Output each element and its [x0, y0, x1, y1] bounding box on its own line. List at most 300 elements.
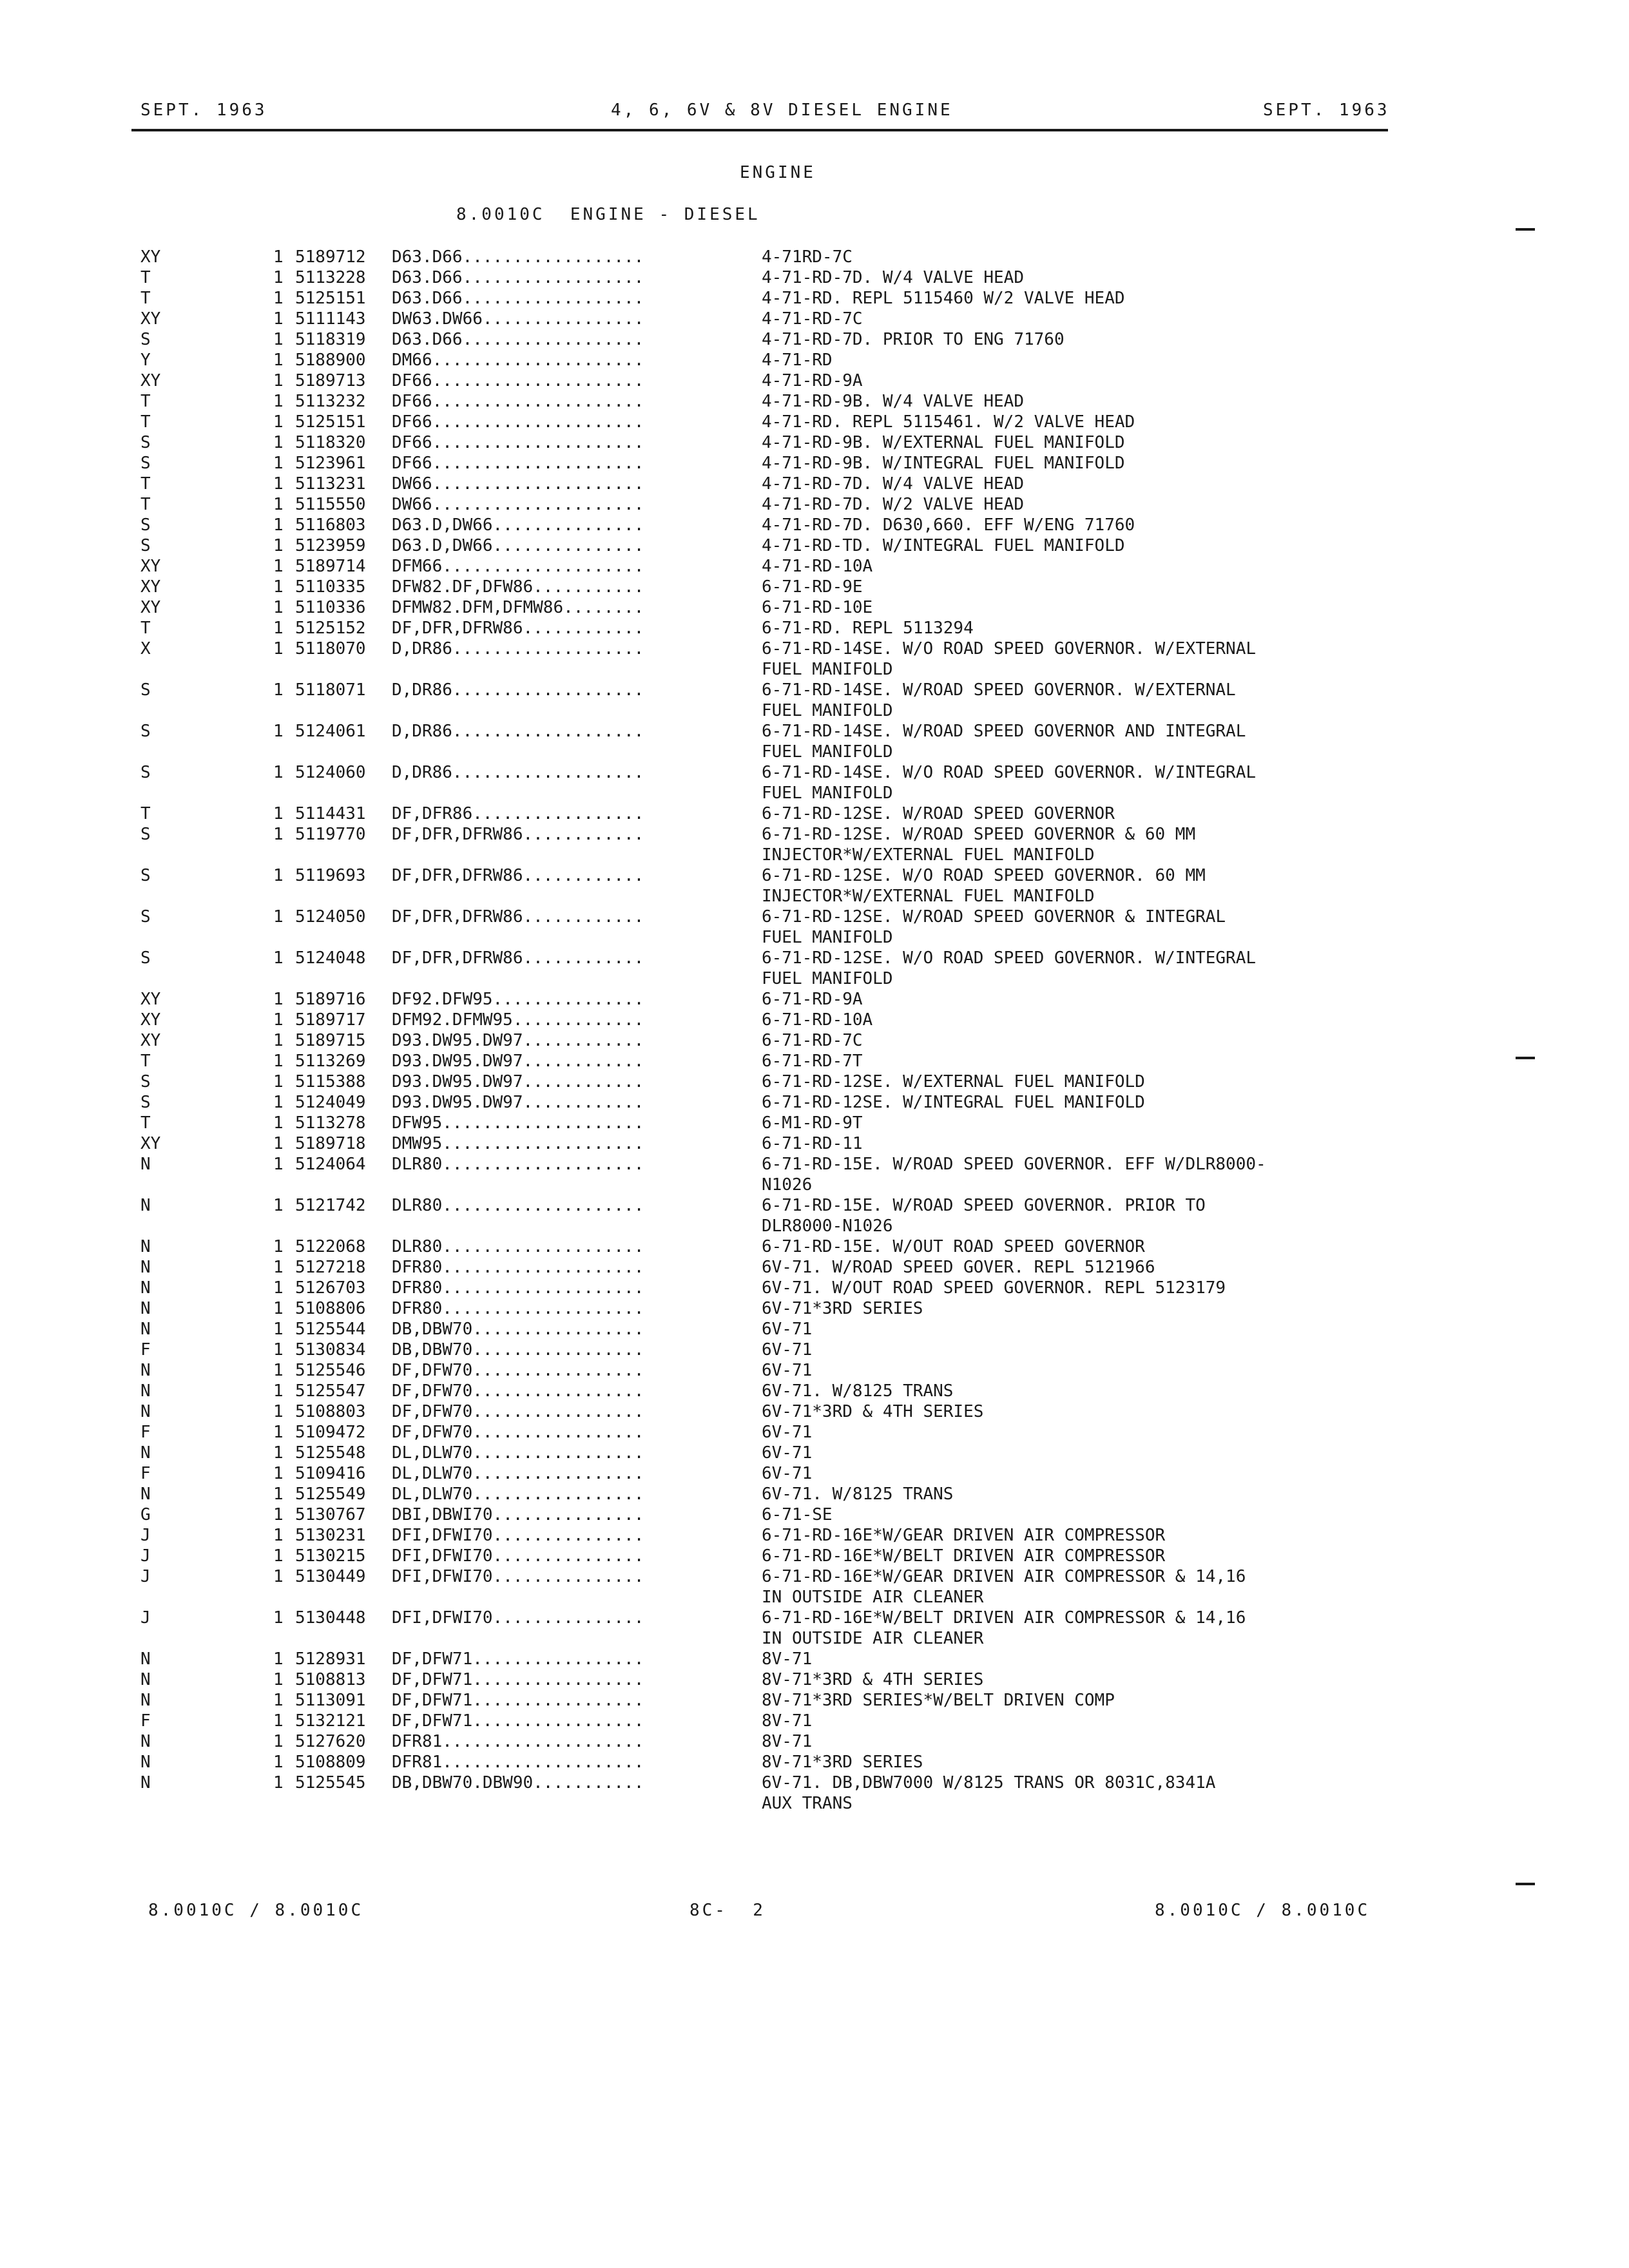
- model-text: DFI,DFWI70: [392, 1567, 493, 1586]
- quantity: 1: [273, 433, 284, 452]
- dot-leader: ................: [482, 309, 644, 329]
- dot-leader: .................: [472, 1340, 644, 1360]
- source-code: T: [140, 495, 151, 514]
- list-item: [0, 289, 1629, 309]
- quantity: 1: [273, 1010, 284, 1030]
- part-number: 5108803: [295, 1402, 366, 1421]
- source-code: F: [140, 1711, 151, 1731]
- model-text: DW66: [392, 495, 432, 514]
- list-item: [0, 907, 1629, 928]
- description-continued: INJECTOR*W/EXTERNAL FUEL MANIFOLD: [762, 887, 1095, 906]
- model-designation: [392, 1340, 644, 1360]
- quantity: 1: [273, 1093, 284, 1112]
- part-number: 5130231: [295, 1526, 366, 1545]
- dot-leader: ...............: [492, 1505, 644, 1524]
- quantity: 1: [273, 371, 284, 390]
- part-number: 5125151: [295, 412, 366, 432]
- quantity: 1: [273, 619, 284, 638]
- source-code: N: [140, 1381, 151, 1401]
- model-designation: [392, 1381, 644, 1401]
- model-designation: [392, 1196, 644, 1215]
- dot-leader: .................: [472, 1485, 644, 1504]
- quantity: 1: [273, 1505, 284, 1524]
- part-number: 5124050: [295, 907, 366, 927]
- source-code: S: [140, 763, 151, 782]
- part-number: 5189714: [295, 557, 366, 576]
- description-continued: DLR8000-N1026: [762, 1216, 893, 1236]
- source-code: N: [140, 1320, 151, 1339]
- dot-leader: .................: [472, 1423, 644, 1442]
- header-title: 4, 6, 6V & 8V DIESEL ENGINE: [611, 101, 953, 120]
- dot-leader: ............: [523, 1031, 644, 1050]
- dot-leader: ...............: [492, 1608, 644, 1628]
- description: 6-71-RD-14SE. W/O ROAD SPEED GOVERNOR. W/INTEGRAL: [762, 763, 1257, 782]
- part-number: 5113278: [295, 1113, 366, 1133]
- source-code: XY: [140, 247, 161, 267]
- list-item: [0, 371, 1629, 392]
- description: 8V-71*3RD & 4TH SERIES: [762, 1670, 984, 1689]
- list-item: [0, 1113, 1629, 1134]
- model-text: D93.DW95.DW97: [392, 1031, 523, 1050]
- source-code: N: [140, 1361, 151, 1380]
- part-number: 5114431: [295, 804, 366, 823]
- part-number: 5109472: [295, 1423, 366, 1442]
- description: 6-71-RD-15E. W/ROAD SPEED GOVERNOR. PRIOR TO: [762, 1196, 1206, 1215]
- source-code: S: [140, 1093, 151, 1112]
- dot-leader: ...............: [492, 536, 644, 555]
- part-number: 5189716: [295, 990, 366, 1009]
- margin-mark: [1516, 228, 1535, 231]
- model-text: DM66: [392, 351, 432, 370]
- model-text: DF,DFW71: [392, 1691, 473, 1710]
- source-code: S: [140, 948, 151, 968]
- list-item: [0, 680, 1629, 701]
- description-continued: IN OUTSIDE AIR CLEANER: [762, 1588, 984, 1607]
- part-number: 5113228: [295, 268, 366, 287]
- description-continued: N1026: [762, 1175, 813, 1195]
- quantity: 1: [273, 268, 284, 287]
- description: 6-71-RD-10A: [762, 1010, 873, 1030]
- part-number: 5111143: [295, 309, 366, 329]
- list-item: [0, 1423, 1629, 1443]
- quantity: 1: [273, 1278, 284, 1298]
- source-code: N: [140, 1691, 151, 1710]
- list-item: [0, 1711, 1629, 1732]
- source-code: F: [140, 1340, 151, 1360]
- list-item: [0, 1299, 1629, 1320]
- quantity: 1: [273, 1381, 284, 1401]
- part-number: 5130449: [295, 1567, 366, 1586]
- model-text: DLR80: [392, 1155, 443, 1174]
- model-text: DF,DFW71: [392, 1649, 473, 1669]
- model-designation: [392, 1443, 644, 1463]
- model-text: D,DR86: [392, 680, 452, 700]
- model-designation: [392, 371, 644, 390]
- dot-leader: ...................: [452, 680, 644, 700]
- description: 4-71-RD-9B. W/4 VALVE HEAD: [762, 392, 1024, 411]
- list-item: [0, 454, 1629, 474]
- source-code: T: [140, 289, 151, 308]
- quantity: 1: [273, 907, 284, 927]
- dot-leader: ........: [563, 598, 644, 617]
- part-number: 5189715: [295, 1031, 366, 1050]
- quantity: 1: [273, 557, 284, 576]
- description: 4-71-RD. REPL 5115461. W/2 VALVE HEAD: [762, 412, 1135, 432]
- description: 6-71-SE: [762, 1505, 833, 1524]
- model-text: DL,DLW70: [392, 1443, 473, 1463]
- part-number: 5125151: [295, 289, 366, 308]
- model-text: DF,DFR,DFRW86: [392, 825, 523, 844]
- description: 4-71-RD-7D. D630,660. EFF W/ENG 71760: [762, 515, 1135, 535]
- model-text: DBI,DBWI70: [392, 1505, 493, 1524]
- source-code: N: [140, 1443, 151, 1463]
- model-designation: [392, 990, 644, 1009]
- dot-leader: ............: [523, 1052, 644, 1071]
- part-number: 5110336: [295, 598, 366, 617]
- source-code: S: [140, 433, 151, 452]
- quantity: 1: [273, 1155, 284, 1174]
- list-item: [0, 1278, 1629, 1299]
- list-item: [0, 1258, 1629, 1278]
- list-item: [0, 1526, 1629, 1546]
- model-designation: [392, 330, 644, 349]
- quantity: 1: [273, 309, 284, 329]
- description: 6V-71. W/ROAD SPEED GOVER. REPL 5121966: [762, 1258, 1155, 1277]
- description: 8V-71: [762, 1649, 813, 1669]
- source-code: G: [140, 1505, 151, 1524]
- part-number: 5126703: [295, 1278, 366, 1298]
- description-continued: IN OUTSIDE AIR CLEANER: [762, 1629, 984, 1648]
- description: 8V-71: [762, 1711, 813, 1731]
- list-item: [0, 1237, 1629, 1258]
- list-item: [0, 1381, 1629, 1402]
- list-item: [0, 1505, 1629, 1526]
- part-number: 5115550: [295, 495, 366, 514]
- model-text: DFR80: [392, 1278, 443, 1298]
- description: 6-71-RD-12SE. W/ROAD SPEED GOVERNOR & 60 MM: [762, 825, 1196, 844]
- source-code: S: [140, 454, 151, 473]
- model-designation: [392, 1155, 644, 1174]
- dot-leader: .............: [512, 1010, 644, 1030]
- model-text: DFI,DFWI70: [392, 1608, 493, 1628]
- footer-page-number: 8C- 2: [689, 1901, 766, 1920]
- source-code: N: [140, 1670, 151, 1689]
- description-continued: FUEL MANIFOLD: [762, 928, 893, 947]
- model-text: DFM92.DFMW95: [392, 1010, 513, 1030]
- subsection-title: 8.0010C ENGINE - DIESEL: [456, 205, 760, 224]
- list-item: [0, 1052, 1629, 1072]
- list-item: [0, 557, 1629, 577]
- part-number: 5123961: [295, 454, 366, 473]
- source-code: N: [140, 1773, 151, 1792]
- model-designation: [392, 680, 644, 700]
- source-code: XY: [140, 1010, 161, 1030]
- model-designation: [392, 1526, 644, 1545]
- description: 6-71-RD-9A: [762, 990, 863, 1009]
- dot-leader: ..................: [462, 330, 644, 349]
- description: 6V-71: [762, 1443, 813, 1463]
- model-designation: [392, 1278, 644, 1298]
- list-item: [0, 619, 1629, 639]
- dot-leader: ....................: [442, 1237, 644, 1256]
- model-text: DB,DBW70.DBW90: [392, 1773, 534, 1792]
- model-text: DLR80: [392, 1196, 443, 1215]
- description: 6-71-RD. REPL 5113294: [762, 619, 974, 638]
- model-designation: [392, 557, 644, 576]
- list-item: [0, 309, 1629, 330]
- description-continued: AUX TRANS: [762, 1794, 853, 1813]
- model-designation: [392, 536, 644, 555]
- quantity: 1: [273, 577, 284, 597]
- dot-leader: .....................: [432, 371, 644, 390]
- part-number: 5108806: [295, 1299, 366, 1318]
- margin-mark: [1516, 1883, 1535, 1885]
- list-item-continuation: [0, 1794, 1629, 1814]
- description: 6V-71: [762, 1361, 813, 1380]
- part-number: 5123959: [295, 536, 366, 555]
- source-code: N: [140, 1299, 151, 1318]
- description: 6-71-RD-16E*W/GEAR DRIVEN AIR COMPRESSOR: [762, 1526, 1166, 1545]
- description: 6-71-RD-11: [762, 1134, 863, 1153]
- part-number: 5125545: [295, 1773, 366, 1792]
- model-text: D63.D,DW66: [392, 515, 493, 535]
- list-item: [0, 598, 1629, 619]
- list-item-continuation: [0, 928, 1629, 948]
- source-code: N: [140, 1155, 151, 1174]
- list-item: [0, 495, 1629, 515]
- quantity: 1: [273, 1608, 284, 1628]
- dot-leader: .................: [472, 1320, 644, 1339]
- source-code: N: [140, 1753, 151, 1772]
- source-code: X: [140, 639, 151, 658]
- parts-list: [0, 247, 1629, 1814]
- dot-leader: ...................: [452, 763, 644, 782]
- part-number: 5108809: [295, 1753, 366, 1772]
- source-code: XY: [140, 309, 161, 329]
- list-item: [0, 1134, 1629, 1155]
- quantity: 1: [273, 1052, 284, 1071]
- source-code: XY: [140, 1134, 161, 1153]
- source-code: S: [140, 330, 151, 349]
- description-continued: FUEL MANIFOLD: [762, 660, 893, 679]
- quantity: 1: [273, 1464, 284, 1483]
- source-code: S: [140, 515, 151, 535]
- source-code: T: [140, 1113, 151, 1133]
- dot-leader: ....................: [442, 1196, 644, 1215]
- part-number: 5121742: [295, 1196, 366, 1215]
- part-number: 5130834: [295, 1340, 366, 1360]
- model-designation: [392, 1423, 644, 1442]
- model-designation: [392, 639, 644, 658]
- description: 4-71-RD-9B. W/INTEGRAL FUEL MANIFOLD: [762, 454, 1125, 473]
- model-text: DFR80: [392, 1299, 443, 1318]
- list-item-continuation: [0, 1216, 1629, 1237]
- source-code: S: [140, 536, 151, 555]
- source-code: T: [140, 1052, 151, 1071]
- model-designation: [392, 1402, 644, 1421]
- model-designation: [392, 763, 644, 782]
- dot-leader: ............: [523, 866, 644, 885]
- description: 6-M1-RD-9T: [762, 1113, 863, 1133]
- list-item: [0, 412, 1629, 433]
- description: 4-71-RD-10A: [762, 557, 873, 576]
- model-text: D63.D66: [392, 247, 463, 267]
- list-item: [0, 1608, 1629, 1629]
- description: 6V-71. W/OUT ROAD SPEED GOVERNOR. REPL 5123179: [762, 1278, 1226, 1298]
- model-text: DW66: [392, 474, 432, 494]
- quantity: 1: [273, 1134, 284, 1153]
- source-code: S: [140, 825, 151, 844]
- description: 6-71-RD-14SE. W/ROAD SPEED GOVERNOR AND INTEGRAL: [762, 722, 1246, 741]
- source-code: T: [140, 619, 151, 638]
- source-code: N: [140, 1237, 151, 1256]
- part-number: 5189713: [295, 371, 366, 390]
- list-item-continuation: [0, 701, 1629, 722]
- model-text: DFR80: [392, 1258, 443, 1277]
- model-designation: [392, 1093, 644, 1112]
- model-text: D,DR86: [392, 722, 452, 741]
- source-code: N: [140, 1732, 151, 1751]
- list-item: [0, 1443, 1629, 1464]
- part-number: 5124061: [295, 722, 366, 741]
- quantity: 1: [273, 412, 284, 432]
- description: 6-71-RD-12SE. W/O ROAD SPEED GOVERNOR. 60 MM: [762, 866, 1206, 885]
- list-item: [0, 1485, 1629, 1505]
- dot-leader: ....................: [442, 1155, 644, 1174]
- source-code: N: [140, 1196, 151, 1215]
- quantity: 1: [273, 763, 284, 782]
- list-item: [0, 268, 1629, 289]
- list-item: [0, 1072, 1629, 1093]
- list-item: [0, 1320, 1629, 1340]
- description: 4-71-RD. REPL 5115460 W/2 VALVE HEAD: [762, 289, 1125, 308]
- list-item-continuation: [0, 1629, 1629, 1649]
- description: 4-71-RD-9B. W/EXTERNAL FUEL MANIFOLD: [762, 433, 1125, 452]
- list-item: [0, 763, 1629, 783]
- list-item-continuation: [0, 783, 1629, 804]
- description: 6-71-RD-16E*W/BELT DRIVEN AIR COMPRESSOR & 14,16: [762, 1608, 1246, 1628]
- source-code: XY: [140, 557, 161, 576]
- quantity: 1: [273, 948, 284, 968]
- description-continued: FUEL MANIFOLD: [762, 742, 893, 762]
- footer-ref-right: 8.0010C / 8.0010C: [1155, 1901, 1371, 1920]
- model-designation: [392, 1732, 644, 1751]
- description: 6V-71: [762, 1423, 813, 1442]
- quantity: 1: [273, 474, 284, 494]
- part-number: 5116803: [295, 515, 366, 535]
- model-text: DF66: [392, 412, 432, 432]
- model-designation: [392, 433, 644, 452]
- model-designation: [392, 1485, 644, 1504]
- list-item: [0, 1546, 1629, 1567]
- part-number: 5113232: [295, 392, 366, 411]
- model-text: DFR81: [392, 1753, 443, 1772]
- part-number: 5118319: [295, 330, 366, 349]
- source-code: N: [140, 1485, 151, 1504]
- dot-leader: ............: [523, 825, 644, 844]
- description: 4-71-RD-7D. W/4 VALVE HEAD: [762, 474, 1024, 494]
- quantity: 1: [273, 1258, 284, 1277]
- description: 6-71-RD-9E: [762, 577, 863, 597]
- quantity: 1: [273, 247, 284, 267]
- description: 6V-71. W/8125 TRANS: [762, 1381, 954, 1401]
- part-number: 5132121: [295, 1711, 366, 1731]
- dot-leader: .................: [472, 1402, 644, 1421]
- quantity: 1: [273, 722, 284, 741]
- dot-leader: ...............: [492, 1526, 644, 1545]
- dot-leader: ....................: [442, 1278, 644, 1298]
- description-continued: FUEL MANIFOLD: [762, 783, 893, 803]
- description: 6-71-RD-16E*W/BELT DRIVEN AIR COMPRESSOR: [762, 1546, 1166, 1566]
- model-designation: [392, 907, 644, 927]
- model-designation: [392, 1464, 644, 1483]
- model-text: DF66: [392, 454, 432, 473]
- quantity: 1: [273, 1299, 284, 1318]
- quantity: 1: [273, 1340, 284, 1360]
- quantity: 1: [273, 351, 284, 370]
- model-designation: [392, 1546, 644, 1566]
- list-item: [0, 1340, 1629, 1361]
- part-number: 5119770: [295, 825, 366, 844]
- list-item: [0, 1196, 1629, 1216]
- quantity: 1: [273, 825, 284, 844]
- list-item-continuation: [0, 1175, 1629, 1196]
- quantity: 1: [273, 1546, 284, 1566]
- quantity: 1: [273, 1402, 284, 1421]
- source-code: S: [140, 680, 151, 700]
- description: 8V-71*3RD SERIES: [762, 1753, 923, 1772]
- dot-leader: .................: [472, 1649, 644, 1669]
- description: 8V-71*3RD SERIES*W/BELT DRIVEN COMP: [762, 1691, 1115, 1710]
- model-designation: [392, 454, 644, 473]
- source-code: J: [140, 1567, 151, 1586]
- list-item: [0, 433, 1629, 454]
- part-number: 5130215: [295, 1546, 366, 1566]
- dot-leader: ....................: [442, 1113, 644, 1133]
- quantity: 1: [273, 1691, 284, 1710]
- part-number: 5127620: [295, 1732, 366, 1751]
- model-text: D63.D,DW66: [392, 536, 493, 555]
- list-item: [0, 948, 1629, 969]
- source-code: XY: [140, 990, 161, 1009]
- quantity: 1: [273, 1361, 284, 1380]
- model-designation: [392, 247, 644, 267]
- description-continued: FUEL MANIFOLD: [762, 969, 893, 988]
- dot-leader: .................: [472, 1361, 644, 1380]
- model-text: DFI,DFWI70: [392, 1526, 493, 1545]
- part-number: 5122068: [295, 1237, 366, 1256]
- dot-leader: ...................: [452, 722, 644, 741]
- dot-leader: .....................: [432, 412, 644, 432]
- list-item: [0, 1753, 1629, 1773]
- quantity: 1: [273, 392, 284, 411]
- dot-leader: ...............: [492, 1546, 644, 1566]
- list-item: [0, 825, 1629, 845]
- list-item-continuation: [0, 1588, 1629, 1608]
- quantity: 1: [273, 1196, 284, 1215]
- source-code: XY: [140, 577, 161, 597]
- model-text: DFR81: [392, 1732, 443, 1751]
- description: 4-71-RD-7D. W/2 VALVE HEAD: [762, 495, 1024, 514]
- model-designation: [392, 1258, 644, 1277]
- description: 4-71-RD-9A: [762, 371, 863, 390]
- description-continued: FUEL MANIFOLD: [762, 701, 893, 720]
- dot-leader: ...............: [492, 515, 644, 535]
- part-number: 5124060: [295, 763, 366, 782]
- quantity: 1: [273, 1443, 284, 1463]
- list-item: [0, 1649, 1629, 1670]
- description: 6-71-RD-10E: [762, 598, 873, 617]
